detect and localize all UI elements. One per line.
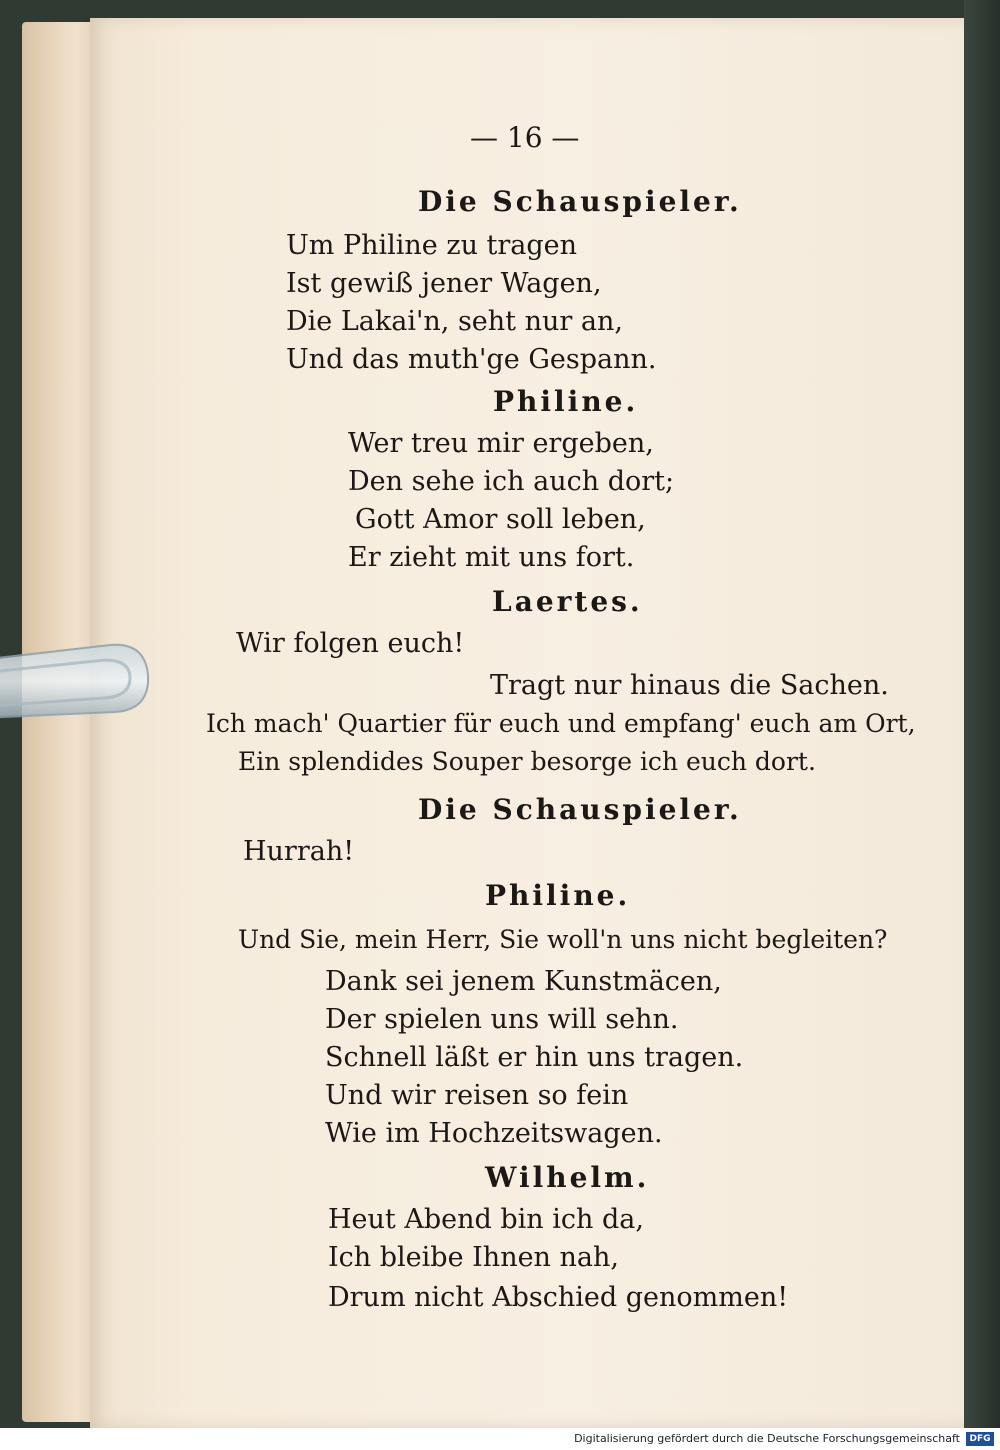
verse-line: Ich bleibe Ihnen nah, — [328, 1242, 619, 1273]
verse-line: Und das muth'ge Gespann. — [286, 344, 657, 375]
book-binding — [22, 22, 94, 1422]
page-number: — 16 — — [470, 121, 580, 154]
verse-line: Der spielen uns will sehn. — [325, 1004, 679, 1035]
speaker-heading: Wilhelm. — [485, 1161, 650, 1194]
verse-line: Um Philine zu tragen — [286, 230, 578, 261]
verse-line: Und wir reisen so fein — [325, 1080, 629, 1111]
verse-line: Wie im Hochzeitswagen. — [325, 1118, 663, 1149]
verse-line: Dank sei jenem Kunstmäcen, — [325, 966, 722, 997]
verse-line: Die Lakai'n, seht nur an, — [286, 306, 623, 337]
speaker-heading: Philine. — [493, 385, 639, 418]
speaker-heading: Laertes. — [492, 585, 643, 618]
verse-line: Ein splendides Souper besorge ich euch dort. — [238, 747, 816, 776]
verse-line: Und Sie, mein Herr, Sie woll'n uns nicht begleiten? — [238, 925, 888, 954]
dfg-logo: DFG — [966, 1432, 994, 1446]
speaker-heading: Die Schauspieler. — [418, 185, 742, 218]
footer-bar — [0, 1428, 1000, 1450]
verse-line: Gott Amor soll leben, — [355, 504, 646, 535]
paper-clip-icon — [0, 640, 150, 720]
verse-line: Tragt nur hinaus die Sachen. — [490, 670, 889, 701]
page-edge — [964, 0, 1000, 1430]
footer-credit: Digitalisierung gefördert durch die Deutsche Forschungsgemeinschaft — [574, 1432, 960, 1445]
verse-line: Drum nicht Abschied genommen! — [328, 1282, 789, 1313]
verse-line: Schnell läßt er hin uns tragen. — [325, 1042, 744, 1073]
verse-line: Hurrah! — [243, 836, 355, 867]
verse-line: Heut Abend bin ich da, — [328, 1204, 644, 1235]
verse-line: Ich mach' Quartier für euch und empfang' euch am Ort, — [206, 709, 916, 738]
verse-line: Den sehe ich auch dort; — [348, 466, 675, 497]
verse-line: Ist gewiß jener Wagen, — [286, 268, 602, 299]
verse-line: Wer treu mir ergeben, — [348, 428, 654, 459]
speaker-heading: Die Schauspieler. — [418, 793, 742, 826]
verse-line: Wir folgen euch! — [236, 628, 465, 659]
verse-line: Er zieht mit uns fort. — [348, 542, 635, 573]
speaker-heading: Philine. — [485, 879, 631, 912]
